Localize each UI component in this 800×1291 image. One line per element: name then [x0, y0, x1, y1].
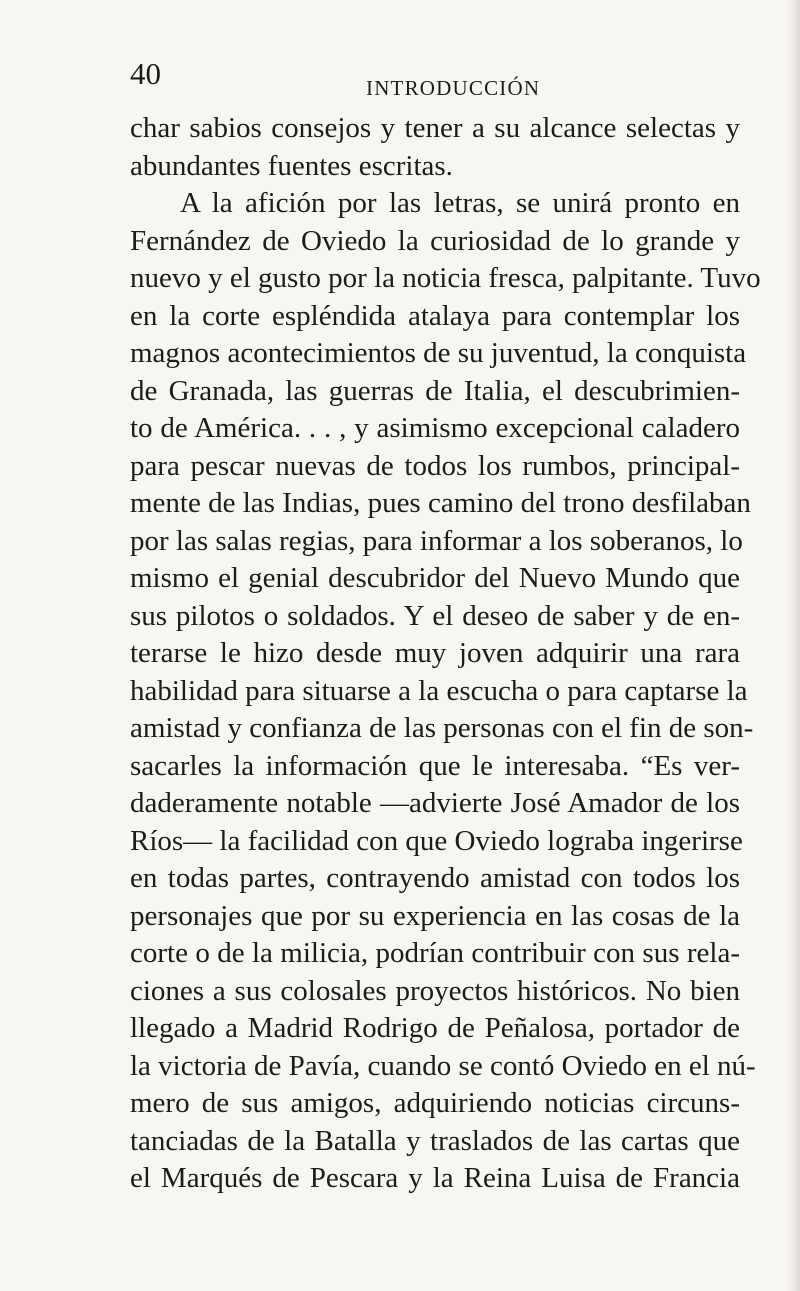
text-line: amistad y confianza de las personas con el fin de son- — [130, 712, 754, 744]
text-line: Fernández de Oviedo la curiosidad de lo grande y — [130, 224, 740, 257]
page-number: 40 — [130, 56, 161, 91]
text-line: para pescar nuevas de todos los rumbos, principal- — [130, 449, 740, 482]
text-line: en todas partes, contrayendo amistad con todos los — [130, 862, 740, 894]
text-line: el Marqués de Pescara y la Reina Luisa de Francia — [130, 1162, 740, 1194]
text-line: mismo el genial descubridor del Nuevo Mundo que — [130, 562, 740, 594]
text-line: sacarles la información que le interesaba. “Es ver- — [130, 749, 740, 782]
text-line: mente de las Indias, pues camino del trono desfilaban — [130, 487, 751, 519]
text-line: nuevo y el gusto por la noticia fresca, palpitante. Tuvo — [130, 262, 761, 294]
text-line: A la afición por las letras, se unirá pronto en — [180, 187, 740, 219]
text-line: personajes que por su experiencia en las cosas de la — [130, 899, 740, 932]
text-line: ciones a sus colosales proyectos históricos. No bien — [130, 974, 740, 1007]
running-head: INTRODUCCIÓN — [366, 76, 541, 100]
text-line: abundantes fuentes escritas. — [130, 149, 453, 182]
text-line: sus pilotos o soldados. Y el deseo de saber y de en- — [130, 599, 740, 632]
text-line: por las salas regias, para informar a los soberanos, lo — [130, 524, 743, 557]
text-line: llegado a Madrid Rodrigo de Peñalosa, portador de — [130, 1012, 740, 1044]
text-line: mero de sus amigos, adquiriendo noticias circuns- — [130, 1087, 740, 1119]
text-line: magnos acontecimientos de su juventud, la conquista — [130, 337, 747, 369]
text-line: char sabios consejos y tener a su alcance selectas y — [130, 112, 740, 144]
text-line: daderamente notable —advierte José Amador de los — [130, 787, 740, 819]
text-line: to de América. . . , y asimismo excepcional caladero — [130, 412, 740, 444]
text-line: corte o de la milicia, podrían contribuir con sus rela- — [130, 937, 740, 969]
body-text — [130, 110, 761, 1198]
page-edge-shadow — [786, 0, 800, 1291]
text-line: terarse le hizo desde muy joven adquirir una rara — [130, 637, 740, 669]
text-line: de Granada, las guerras de Italia, el descubrimien- — [130, 374, 740, 407]
text-line: en la corte espléndida atalaya para contemplar los — [130, 299, 740, 332]
text-line: la victoria de Pavía, cuando se contó Oviedo en el nú- — [130, 1049, 756, 1082]
text-line: Ríos— la facilidad con que Oviedo lograba ingerirse — [130, 824, 743, 857]
text-line: habilidad para situarse a la escucha o para captarse la — [130, 674, 748, 707]
text-line: tanciadas de la Batalla y traslados de las cartas que — [130, 1124, 740, 1157]
